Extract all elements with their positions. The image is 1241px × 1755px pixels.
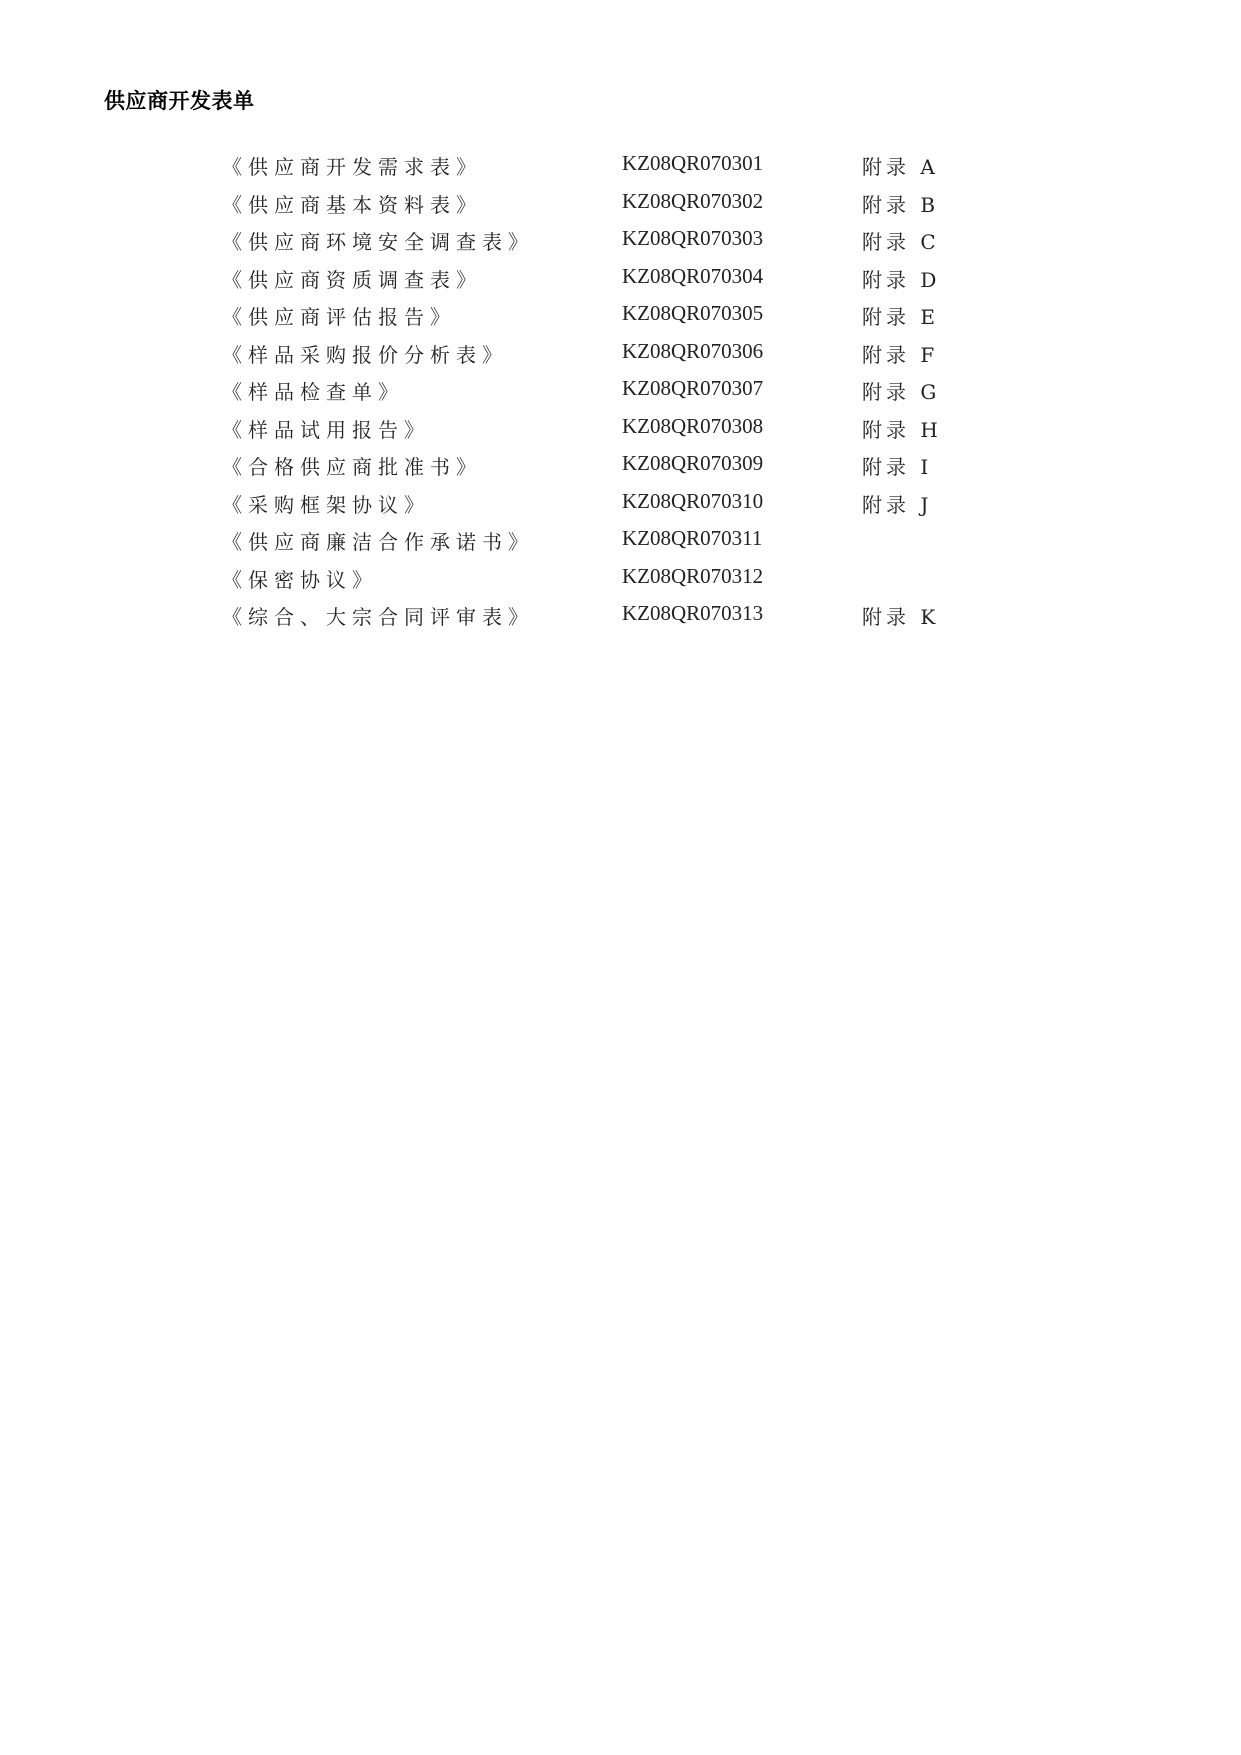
form-name: 《合格供应商批准书》 [222,455,482,479]
form-name: 《样品采购报价分析表》 [222,342,508,367]
form-name: 《供应商开发需求表》 [222,155,482,179]
form-code: KZ08QR070311 [622,526,763,550]
form-appendix: 附录 H [862,417,942,442]
form-row [222,149,982,187]
form-appendix: 附录 A [862,155,939,179]
form-appendix: 附录 I [862,455,933,479]
form-code: KZ08QR070310 [622,488,764,513]
form-row [222,599,982,637]
form-code: KZ08QR070306 [622,338,764,363]
form-row [222,374,982,412]
form-name: 《综合、大宗合同评审表》 [222,605,534,629]
form-name: 《供应商评估报告》 [222,305,456,329]
form-appendix: 附录 K [862,605,940,629]
page-title: 供应商开发表单 [104,89,255,113]
form-name: 《保密协议》 [222,567,378,592]
form-row [222,337,982,375]
form-code: KZ08QR070304 [622,263,764,288]
form-list [222,149,982,637]
form-row [222,412,982,450]
form-name: 《采购框架协议》 [222,492,430,517]
form-appendix: 附录 E [862,305,939,329]
form-name: 《样品试用报告》 [222,417,430,442]
form-code: KZ08QR070302 [622,188,764,213]
form-code: KZ08QR070312 [622,563,764,588]
form-row [222,299,982,337]
form-name: 《供应商环境安全调查表》 [222,230,534,254]
form-row [222,487,982,525]
form-row [222,524,982,562]
form-name: 《样品检查单》 [222,380,404,404]
form-code: KZ08QR070308 [622,413,764,438]
form-appendix: 附录 F [862,342,939,367]
form-row [222,262,982,300]
form-code: KZ08QR070301 [622,151,764,175]
form-code: KZ08QR070305 [622,301,764,325]
form-row [222,187,982,225]
form-appendix: 附录 B [862,192,940,217]
form-appendix: 附录 D [862,267,941,292]
form-appendix: 附录 C [862,230,940,254]
form-row [222,562,982,600]
form-row [222,449,982,487]
form-appendix: 附录 J [862,492,933,517]
form-name: 《供应商资质调查表》 [222,267,482,292]
form-name: 《供应商廉洁合作承诺书》 [222,530,534,554]
form-code: KZ08QR070309 [622,451,764,475]
form-code: KZ08QR070303 [622,226,764,250]
form-code: KZ08QR070313 [622,601,764,625]
form-appendix: 附录 G [862,380,941,404]
form-name: 《供应商基本资料表》 [222,192,482,217]
form-code: KZ08QR070307 [622,376,764,400]
form-row [222,224,982,262]
